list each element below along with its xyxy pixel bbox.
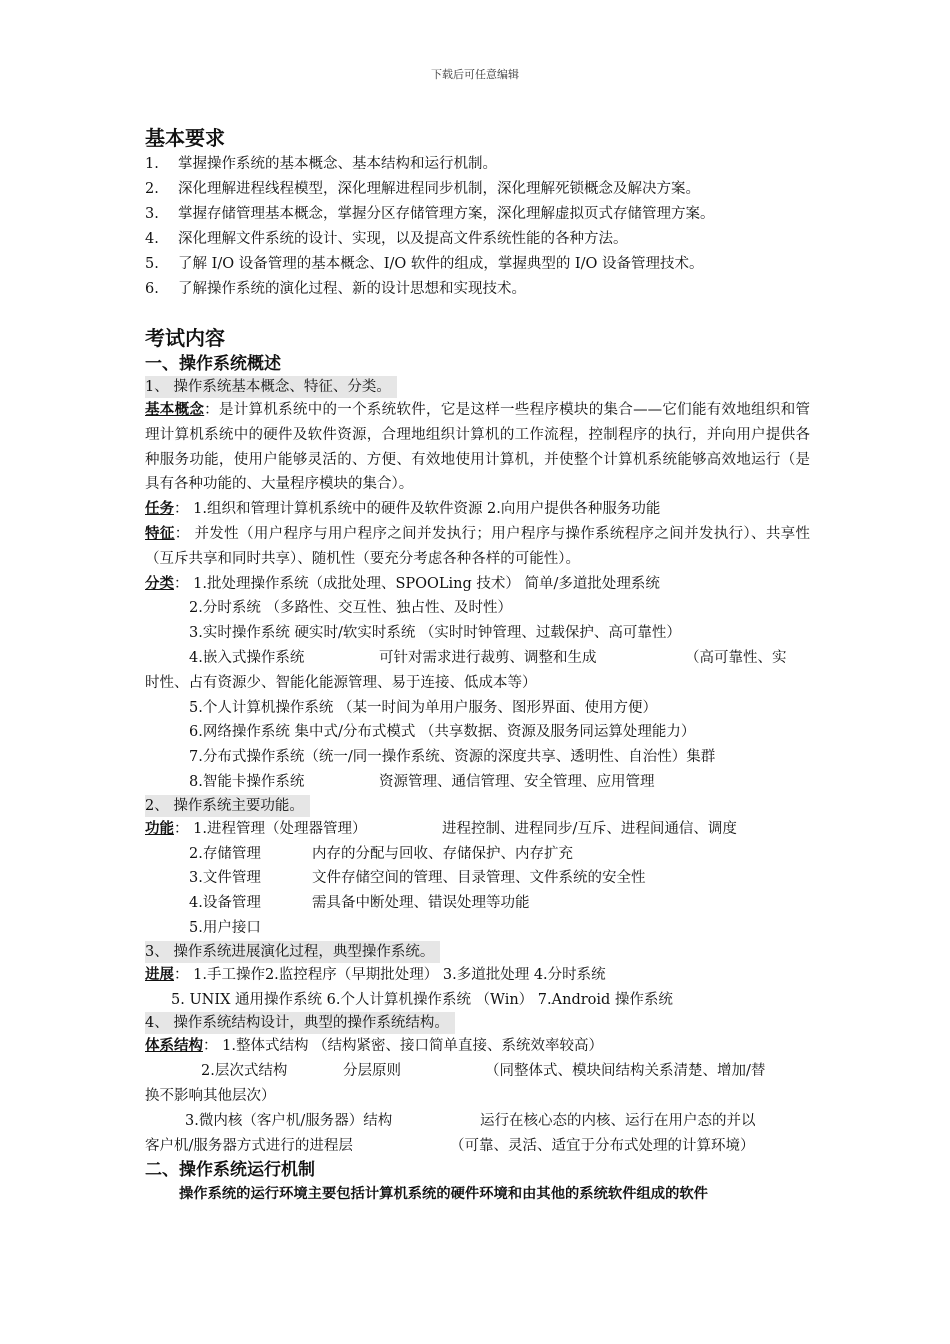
task-line: 任务： 1.组织和管理计算机系统中的硬件及软件资源 2.向用户提供各种服务功能 [145, 500, 661, 518]
function-item: 4.设备管理 需具备中断处理、错误处理等功能 [189, 895, 530, 912]
list-item: 5. 了解 I/O 设备管理的基本概念、I/O 软件的组成，掌握典型的 I/O 设备管理技术。 [145, 256, 704, 272]
list-item: 6. 了解操作系统的演化过程、新的设计思想和实现技术。 [145, 281, 526, 297]
class-item: 6.网络操作系统 集中式/分布式模式 （共享数据、资源及服务同运算处理能力） [189, 724, 696, 741]
basic-concept-paragraph: 基本概念：是计算机系统中的一个系统软件，它是这样一些程序模块的集合——它们能有效地组织和管理计算机系统中的硬件及软件资源，合理地组织计算机的工作流程，控制程序的执行，并向用户提供各种服务功能，使用户能够灵活的、方便、有效地使用计算机，并使整个计算机系统能够高效地运行（是具有各种功能的、大量程序模块的集合）。 [145, 401, 811, 493]
function-item: 3.文件管理 文件存储空间的管理、目录管理、文件系统的安全性 [189, 870, 646, 887]
list-item: 2. 深化理解进程线程模型，深化理解进程同步机制，深化理解死锁概念及解决方案。 [145, 181, 700, 197]
class-item-continued: 时性、占有资源少、智能化能源管理、易于连接、低成本等） [145, 674, 537, 691]
class-line: 分类： 1.批处理操作系统（成批处理、SPOOLing 技术） 简单/多道批处理系统 [145, 574, 660, 592]
page-header: 下载后可任意编辑 [431, 68, 519, 81]
concept-label: 基本概念 [145, 401, 205, 418]
task-label: 任务 [145, 500, 174, 518]
requirements-list [145, 152, 810, 302]
section4-heading: 4、 操作系统结构设计，典型的操作系统结构。 [145, 1012, 455, 1034]
class-item: 3.实时操作系统 硬实时/软实时系统 （实时时钟管理、过载保护、高可靠性） [189, 625, 681, 642]
class-label: 分类 [145, 574, 174, 592]
chapter1-title: 一、操作系统概述 [145, 354, 281, 374]
progress-line-2: 5. UNIX 通用操作系统 6.个人计算机操作系统 （Win） 7.Android 操作系统 [171, 991, 673, 1008]
function-item: 2.存储管理 内存的分配与回收、存储保护、内存扩充 [189, 845, 573, 862]
list-item: 4. 深化理解文件系统的设计、实现，以及提高文件系统性能的各种方法。 [145, 231, 628, 247]
section2-heading: 2、 操作系统主要功能。 [145, 795, 310, 817]
function-label: 功能 [145, 819, 174, 837]
progress-line: 进展： 1.手工操作2.监控程序（早期批处理） 3.多道批处理 4.分时系统 [145, 965, 606, 983]
class-item: 4.嵌入式操作系统 可针对需求进行裁剪、调整和生成 （高可靠性、实 [189, 649, 787, 666]
architecture-item-continued: 换不影响其他层次） [145, 1087, 276, 1104]
section1-heading: 1、 操作系统基本概念、特征、分类。 [145, 376, 397, 398]
architecture-line: 体系结构： 1.整体式结构 （结构紧密、接口简单直接、系统效率较高） [145, 1037, 604, 1055]
architecture-label: 体系结构 [145, 1037, 203, 1055]
chapter2-title: 二、操作系统运行机制 [145, 1160, 315, 1181]
document-body [145, 124, 810, 1207]
feature-label: 特征 [145, 524, 175, 542]
architecture-item-continued: 客户机/服务器方式进行的进程层 （可靠、灵活、适宜于分布式处理的计算环境） [145, 1137, 755, 1154]
list-item: 3. 掌握存储管理基本概念，掌握分区存储管理方案，深化理解虚拟页式存储管理方案。 [145, 206, 715, 222]
class-item: 5.个人计算机操作系统 （某一时间为单用户服务、图形界面、使用方便） [189, 699, 657, 716]
architecture-item: 3.微内核（客户机/服务器）结构 运行在核心态的内核、运行在用户态的并以 [185, 1112, 756, 1129]
chapter2-paragraph: 操作系统的运行环境主要包括计算机系统的硬件环境和由其他的系统软件组成的软件 [179, 1186, 708, 1203]
class-item: 2.分时系统 （多路性、交互性、独占性、及时性） [189, 600, 512, 617]
class-item: 7.分布式操作系统（统一/同一操作系统、资源的深度共享、透明性、自治性）集群 [189, 749, 716, 766]
exam-content-title: 考试内容 [145, 326, 225, 350]
list-item: 1. 掌握操作系统的基本概念、基本结构和运行机制。 [145, 156, 497, 172]
section3-heading: 3、 操作系统进展演化过程，典型操作系统。 [145, 941, 440, 963]
requirements-title: 基本要求 [145, 126, 225, 150]
progress-label: 进展 [145, 965, 174, 983]
architecture-item: 2.层次式结构 分层原则 （同整体式、模块间结构关系清楚、增加/替 [201, 1063, 766, 1080]
feature-paragraph: 特征： 并发性（用户程序与用户程序之间并发执行；用户程序与操作系统程序之间并发执行）、共享性（互斥共享和同时共享）、随机性（要充分考虑各种各样的可能性）。 [145, 524, 811, 567]
class-item: 8.智能卡操作系统 资源管理、通信管理、安全管理、应用管理 [189, 773, 655, 790]
function-line: 功能： 1.进程管理（处理器管理） 进程控制、进程同步/互斥、进程间通信、调度 [145, 819, 737, 837]
function-item: 5.用户接口 [189, 919, 261, 936]
